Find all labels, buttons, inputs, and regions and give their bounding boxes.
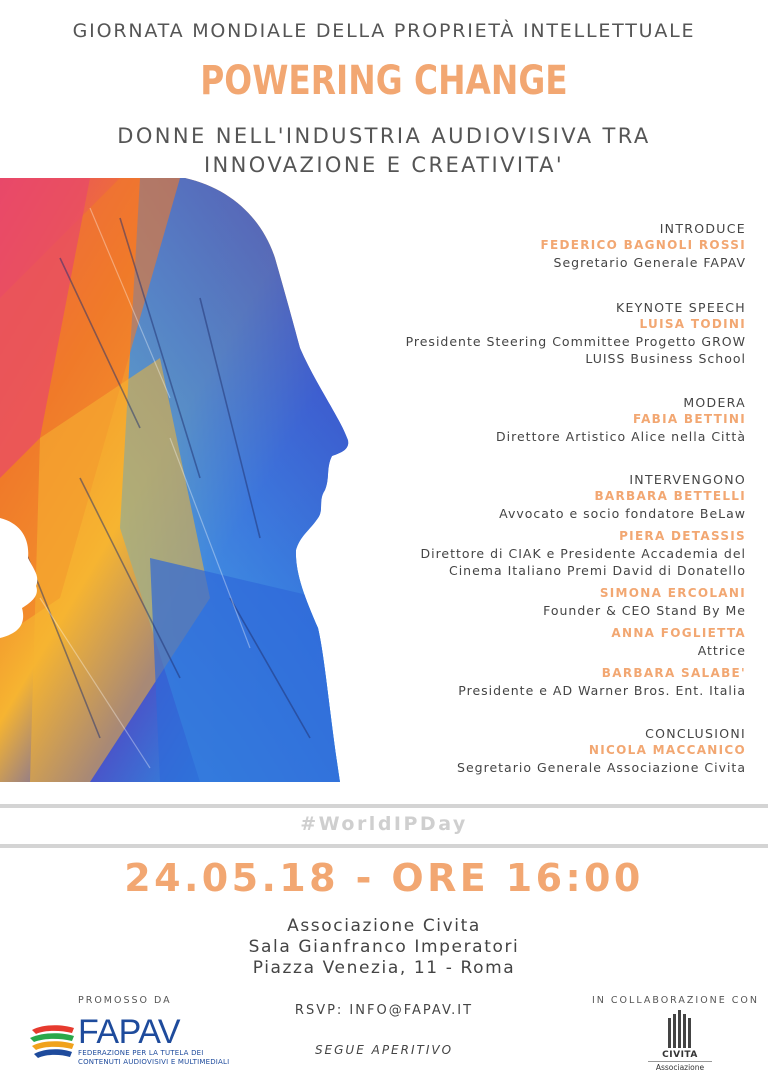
speaker-name: FABIA BETTINI	[632, 412, 746, 426]
speaker-description: Direttore Artistico Alice nella Città	[496, 429, 746, 444]
fapav-logo-text: FAPAV	[78, 1013, 181, 1051]
event-title: POWERING CHANGE	[200, 58, 568, 104]
speaker-description: Presidente Steering Committee Progetto GROW	[405, 334, 746, 349]
promoted-by-label: PROMOSSO DA	[78, 995, 172, 1006]
speaker-description: LUISS Business School	[585, 351, 746, 366]
speaker-description: Segretario Generale FAPAV	[553, 255, 746, 270]
speaker-entry	[326, 488, 746, 522]
rsvp-email[interactable]: RSVP: INFO@FAPAV.IT	[294, 1003, 474, 1018]
speaker-entry	[326, 585, 746, 619]
event-date-time: 24.05.18 - ORE 16:00	[124, 856, 644, 900]
venue-line-3: Piazza Venezia, 11 - Roma	[252, 958, 516, 978]
program-role: MODERA	[683, 395, 746, 410]
program-conclusioni	[326, 725, 746, 776]
hashtag-text: #WorldIPDay	[300, 813, 468, 835]
program-role: INTRODUCE	[659, 221, 746, 236]
aperitivo-note: SEGUE APERITIVO	[314, 1043, 454, 1057]
speaker-name: NICOLA MACCANICO	[588, 743, 746, 757]
event-supertitle: GIORNATA MONDIALE DELLA PROPRIETÀ INTELLETTUALE	[72, 20, 696, 42]
civita-logo-text: CIVITA	[662, 1050, 698, 1060]
civita-columns-icon	[664, 1010, 696, 1050]
speaker-description: Cinema Italiano Premi David di Donatello	[448, 563, 746, 578]
speaker-name: SIMONA ERCOLANI	[599, 586, 746, 600]
program-introduce	[326, 220, 746, 271]
speaker-description: Direttore di CIAK e Presidente Accademia del	[420, 546, 746, 561]
venue-line-2: Sala Gianfranco Imperatori	[248, 937, 520, 957]
speaker-entry	[326, 528, 746, 579]
speaker-description: Presidente e AD Warner Bros. Ent. Italia	[458, 683, 746, 698]
band-divider-top	[0, 804, 768, 808]
civita-logo-subtitle: Associazione	[655, 1063, 705, 1072]
speaker-description: Avvocato e socio fondatore BeLaw	[499, 506, 746, 521]
speaker-description: Segretario Generale Associazione Civita	[457, 760, 746, 775]
speaker-description: Founder & CEO Stand By Me	[543, 603, 746, 618]
program-role: KEYNOTE SPEECH	[615, 300, 746, 315]
program-role: CONCLUSIONI	[645, 726, 746, 741]
fapav-logo-mark-icon	[28, 1022, 78, 1062]
civita-logo-divider	[648, 1061, 712, 1062]
fapav-logo-subtitle: CONTENUTI AUDIOVISIVI E MULTIMEDIALI	[78, 1058, 230, 1066]
program-role: INTERVENGONO	[629, 472, 746, 487]
speaker-description: Attrice	[697, 643, 746, 658]
program-list	[326, 220, 746, 796]
woman-profile-silhouette-artwork	[0, 178, 360, 782]
speaker-name: BARBARA BETTELLI	[594, 489, 746, 503]
program-intervengono	[326, 471, 746, 699]
speaker-name: ANNA FOGLIETTA	[611, 626, 746, 640]
event-subtitle	[0, 122, 768, 180]
speaker-name: BARBARA SALABE'	[601, 666, 746, 680]
program-keynote	[326, 299, 746, 367]
speaker-name: FEDERICO BAGNOLI ROSSI	[540, 238, 746, 252]
in-collaboration-label: IN COLLABORAZIONE CON	[592, 995, 760, 1006]
band-divider-bottom	[0, 844, 768, 848]
venue-line-1: Associazione Civita	[287, 916, 481, 936]
speaker-entry	[326, 625, 746, 659]
program-modera	[326, 394, 746, 445]
speaker-name: PIERA DETASSIS	[619, 529, 746, 543]
speaker-entry	[326, 665, 746, 699]
subtitle-line-2: INNOVAZIONE E CREATIVITA'	[203, 153, 565, 177]
fapav-logo-subtitle: FEDERAZIONE PER LA TUTELA DEI	[78, 1049, 204, 1057]
speaker-name: LUISA TODINI	[639, 317, 746, 331]
event-venue	[0, 916, 768, 979]
subtitle-line-1: DONNE NELL'INDUSTRIA AUDIOVISIVA TRA	[117, 124, 651, 148]
